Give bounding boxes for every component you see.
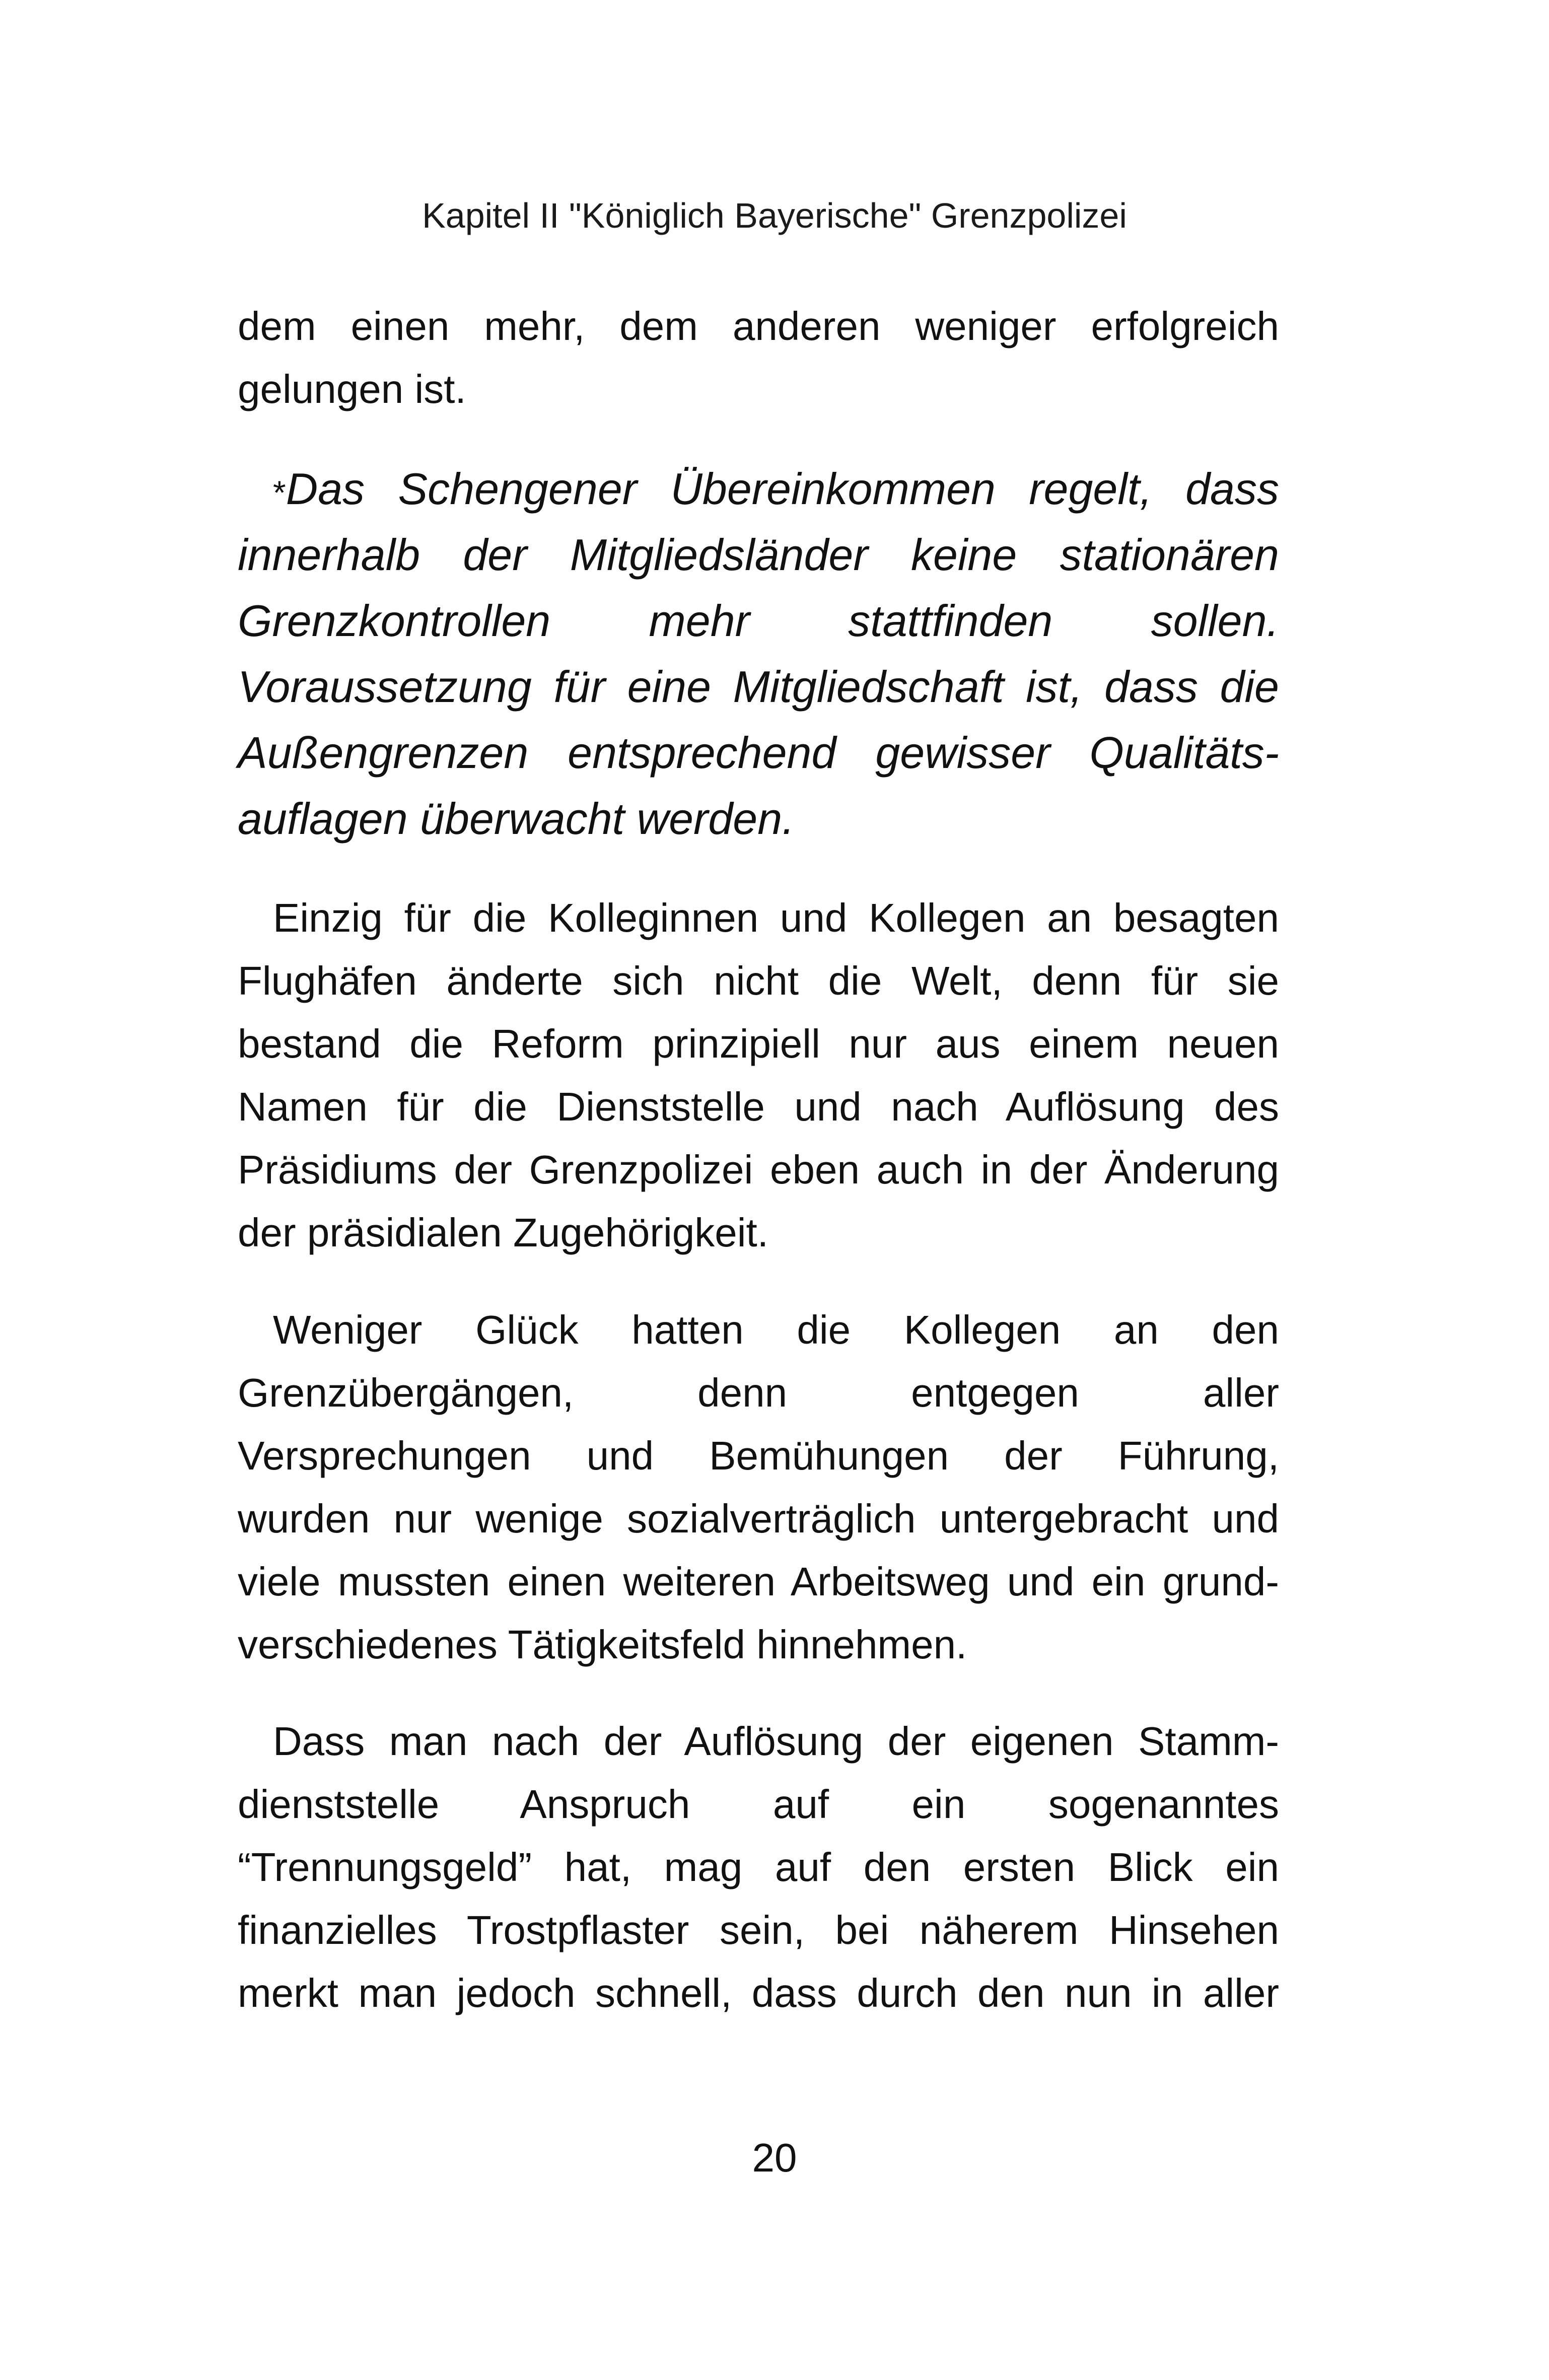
text-line: “Trennungsgeld” hat, mag auf den ersten Blick ein: [238, 1845, 1279, 1889]
text-line: Grenzübergängen, denn entgegen aller: [238, 1370, 1279, 1415]
paragraph: [238, 1298, 1279, 1676]
text-line: bestand die Reform prinzipiell nur aus einem neuen: [238, 1021, 1279, 1066]
text-line: Weniger Glück hatten die Kollegen an den: [273, 1307, 1279, 1352]
text-line: merkt man jedoch schnell, dass durch den nun in aller: [238, 1971, 1279, 2015]
text-line: gelungen ist.: [238, 367, 466, 411]
text-line: dienststelle Anspruch auf ein sogenanntes: [238, 1782, 1279, 1827]
text-line: Namen für die Dienststelle und nach Auflösung des: [238, 1084, 1279, 1129]
text-line: Dass man nach der Auflösung der eigenen Stamm-: [273, 1719, 1279, 1764]
paragraph: [238, 886, 1279, 1264]
text-line: Versprechungen und Bemühungen der Führung,: [238, 1433, 1279, 1478]
text-line: dem einen mehr, dem anderen weniger erfolgreich: [238, 304, 1279, 348]
schengen-footnote-paragraph: [238, 456, 1279, 852]
text-line-content: Das Schengener Übereinkommen regelt, dass: [286, 464, 1279, 514]
paragraph: [238, 1710, 1279, 2024]
text-line: auflagen überwacht werden.: [238, 794, 795, 844]
text-line: Einzig für die Kolleginnen und Kollegen an besagten: [273, 895, 1279, 940]
text-line: Präsidiums der Grenzpolizei eben auch in der Änderung: [238, 1147, 1279, 1192]
text-line: der präsidialen Zugehörigkeit.: [238, 1210, 768, 1255]
page-number: 20: [752, 2135, 797, 2180]
text-line: Grenzkontrollen mehr stattfinden sollen.: [238, 596, 1279, 646]
text-line: Flughäfen änderte sich nicht die Welt, denn für sie: [238, 958, 1279, 1003]
text-line: wurden nur wenige sozialverträglich untergebracht und: [238, 1496, 1279, 1541]
text-line: finanzielles Trostpflaster sein, bei näherem Hinsehen: [238, 1908, 1279, 1952]
footnote-marker: *: [273, 474, 286, 511]
text-line: innerhalb der Mitgliedsländer keine stationären: [238, 530, 1279, 580]
text-line: Außengrenzen entsprechend gewisser Qualitäts-: [238, 728, 1279, 778]
text-line: verschiedenes Tätigkeitsfeld hinnehmen.: [238, 1622, 967, 1667]
text-line: viele mussten einen weiteren Arbeitsweg und ein grund-: [238, 1559, 1279, 1604]
text-line: [238, 456, 1279, 522]
text-line: Voraussetzung für eine Mitgliedschaft ist, dass die: [238, 662, 1279, 712]
paragraph-continuation: [238, 295, 1279, 421]
running-header: Kapitel II "Königlich Bayerische" Grenzpolizei: [422, 196, 1127, 235]
